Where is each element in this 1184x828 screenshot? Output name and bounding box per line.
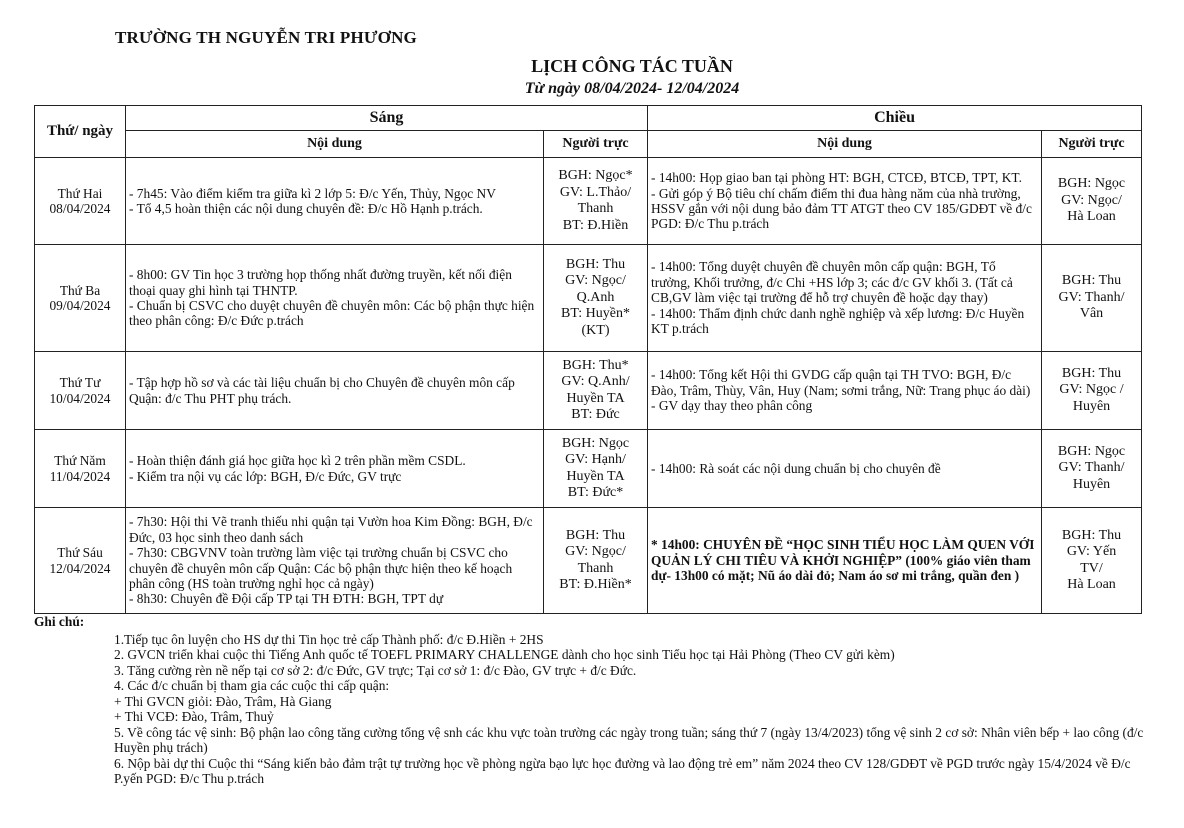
date-range: Từ ngày 08/04/2024- 12/04/2024 bbox=[524, 80, 740, 97]
afternoon-duty-line: BGH: Ngọc bbox=[1057, 176, 1126, 192]
schedule-row bbox=[35, 352, 1142, 430]
afternoon-duty-line: Huyên bbox=[1072, 476, 1111, 492]
afternoon-content bbox=[648, 430, 1042, 508]
day-name: Thứ Tư bbox=[59, 375, 101, 391]
morning-content-header: Nội dung bbox=[126, 131, 544, 158]
afternoon-duty bbox=[1042, 245, 1142, 352]
morning-duty-line: BT: Đ.Hiền* bbox=[559, 577, 632, 592]
morning-duty bbox=[544, 245, 648, 352]
afternoon-duty-line: GV: Ngọc/ bbox=[1061, 192, 1122, 208]
afternoon-content bbox=[648, 508, 1042, 614]
afternoon-duty bbox=[1042, 508, 1142, 614]
morning-header: Sáng bbox=[126, 106, 648, 131]
morning-duty-line: Thanh bbox=[577, 201, 614, 216]
morning-content bbox=[126, 158, 544, 245]
morning-duty-line: GV: Ngọc/ bbox=[565, 273, 626, 289]
morning-content bbox=[126, 508, 544, 614]
morning-content-line: - Hoàn thiện đánh giá học giữa học kì 2 trên phần mềm CSDL. bbox=[129, 453, 466, 469]
morning-content-line: - 7h30: Hội thi Vẽ tranh thiếu nhi quận tại Vườn hoa Kim Đồng: BGH, Đ/c Đức, 03 học sinh theo danh sách bbox=[129, 514, 533, 545]
note-item: 5. Về công tác vệ sinh: Bộ phận lao công tăng cường tổng vệ snh các khu vực toàn trường các ngày trong tuần; sáng thứ 7 (ngày 13/4/2023) tổng vệ sinh 2 cơ sở: Nhân viên bếp + lao công (đ/c Huyền phụ trách) bbox=[114, 724, 1144, 755]
notes-list bbox=[34, 632, 1144, 787]
day-name: Thứ Sáu bbox=[57, 545, 103, 561]
afternoon-duty-line: Hà Loan bbox=[1067, 209, 1116, 225]
afternoon-duty bbox=[1042, 430, 1142, 508]
note-item: + Thi GVCN giỏi: Đào, Trâm, Hà Giang bbox=[114, 693, 332, 709]
day-cell bbox=[35, 158, 126, 245]
note-item: 2. GVCN triển khai cuộc thi Tiếng Anh quốc tế TOEFL PRIMARY CHALLENGE dành cho học sinh Tiểu học tại Hải Phòng (Theo CV gửi kèm) bbox=[114, 647, 895, 662]
note-item: 6. Nộp bài dự thi Cuộc thi “Sáng kiến bảo đảm trật tự trường học về phòng ngừa bạo lực học đường và lao động trẻ em” năm 2024 theo CV 128/GDĐT về PGD trước ngày 15/4/2024 về Đ/c P.yến PGD: Đ/c Thu p.trách bbox=[114, 755, 1131, 786]
morning-duty bbox=[544, 508, 648, 614]
morning-duty bbox=[544, 158, 648, 245]
morning-duty-line: Huyền TA bbox=[566, 468, 625, 484]
morning-duty-line: GV: Q.Anh/ bbox=[561, 374, 630, 389]
afternoon-content-line: - 14h00: Tổng duyệt chuyên đề chuyên môn cấp quận: BGH, Tổ trưởng, Khối trưởng, đ/c Chi +HS lớp 3; các đ/c GV khối 3. (Tất cả CB,GV làm việc tại trường để hỗ trợ chuyên đề hoặc dạy thay) bbox=[651, 259, 1013, 306]
morning-duty-line: GV: L.Thảo/ bbox=[559, 184, 632, 200]
morning-duty-line: BGH: Thu bbox=[565, 527, 626, 543]
school-name: TRƯỜNG TH NGUYỄN TRI PHƯƠNG bbox=[115, 28, 417, 47]
day-name: Thứ Năm bbox=[54, 453, 106, 469]
afternoon-header: Chiều bbox=[648, 106, 1142, 131]
day-cell bbox=[35, 430, 126, 508]
afternoon-content-header: Nội dung bbox=[648, 131, 1042, 158]
afternoon-duty-line: Vân bbox=[1079, 306, 1104, 322]
schedule-row bbox=[35, 245, 1142, 352]
day-date: 09/04/2024 bbox=[49, 298, 111, 313]
afternoon-duty-header: Người trực bbox=[1042, 131, 1142, 158]
afternoon-content bbox=[648, 245, 1042, 352]
morning-duty-line: (KT) bbox=[581, 322, 610, 338]
morning-duty-line: Thanh bbox=[577, 560, 614, 576]
morning-duty-header: Người trực bbox=[544, 131, 648, 158]
afternoon-duty-line: TV/ bbox=[1080, 560, 1103, 576]
afternoon-duty-line: GV: Thanh/ bbox=[1058, 289, 1125, 305]
morning-content bbox=[126, 430, 544, 508]
day-date: 08/04/2024 bbox=[49, 201, 111, 216]
day-header: Thứ/ ngày bbox=[35, 106, 126, 158]
afternoon-content-line: - Gửi góp ý Bộ tiêu chí chấm điểm thi đua hàng năm của nhà trường, HSSV gắn với nội dung bảo đảm TT ATGT theo CV 185/GDĐT về đ/c PGD: Đ/c Thu p.trách bbox=[651, 185, 1032, 232]
morning-content-line: - Tổ 4,5 hoàn thiện các nội dung chuyên đề: Đ/c Hồ Hạnh p.trách. bbox=[129, 201, 483, 216]
morning-content bbox=[126, 245, 544, 352]
note-item: + Thi VCĐ: Đào, Trâm, Thuỷ bbox=[114, 709, 274, 724]
afternoon-duty-line: GV: Ngọc / bbox=[1059, 382, 1124, 398]
morning-duty bbox=[544, 430, 648, 508]
notes-section bbox=[34, 614, 1144, 787]
afternoon-content-line: - 14h00: Họp giao ban tại phòng HT: BGH, CTCĐ, BTCĐ, TPT, KT. bbox=[651, 170, 1022, 186]
morning-content-line: - Kiểm tra nội vụ các lớp: BGH, Đ/c Đức, GV trực bbox=[129, 468, 402, 484]
page-title: LỊCH CÔNG TÁC TUẦN bbox=[531, 56, 733, 76]
afternoon-content bbox=[648, 158, 1042, 245]
morning-duty-line: BT: Đức bbox=[571, 407, 620, 422]
afternoon-content-line: - 14h00: Tổng kết Hội thi GVDG cấp quận tại TH TVO: BGH, Đ/c Đào, Trâm, Thùy, Vân, Huy (Nam; sơmi trắng, Nữ: Trang phục áo dài) - GV dạy thay theo phân công bbox=[651, 367, 1031, 414]
morning-content-line: - Tập hợp hồ sơ và các tài liệu chuẩn bị cho Chuyên đề chuyên môn cấp Quận: đ/c Thu PHT phụ trách. bbox=[129, 375, 515, 406]
afternoon-content-line: - 14h00: Rà soát các nội dung chuẩn bị cho chuyên đề bbox=[651, 460, 941, 476]
afternoon-duty-line: BGH: Ngọc bbox=[1057, 443, 1126, 459]
day-name: Thứ Hai bbox=[57, 185, 103, 201]
day-date: 10/04/2024 bbox=[49, 390, 111, 406]
schedule-row bbox=[35, 508, 1142, 614]
day-date: 11/04/2024 bbox=[49, 468, 111, 484]
schedule-table bbox=[34, 105, 1142, 614]
morning-duty-line: GV: Hạnh/ bbox=[565, 452, 626, 467]
note-item: 4. Các đ/c chuẩn bị tham gia các cuộc thi cấp quận: bbox=[114, 678, 390, 693]
afternoon-duty-line: GV: Yến bbox=[1066, 544, 1117, 559]
day-cell bbox=[35, 352, 126, 430]
morning-content-line: - Chuẩn bị CSVC cho duyệt chuyên đề chuyên môn: Các bộ phận thực hiện theo phân công: Đ/c Đức p.trách bbox=[129, 298, 535, 329]
afternoon-duty-line: GV: Thanh/ bbox=[1058, 460, 1125, 476]
morning-duty-line: BGH: Ngọc bbox=[561, 435, 630, 451]
afternoon-duty-line: Huyên bbox=[1072, 398, 1111, 414]
day-name: Thứ Ba bbox=[59, 282, 101, 298]
morning-duty-line: BGH: Thu bbox=[565, 256, 626, 272]
afternoon-duty-line: BGH: Thu bbox=[1061, 527, 1122, 543]
afternoon-duty-line: Hà Loan bbox=[1067, 577, 1116, 592]
afternoon-duty bbox=[1042, 158, 1142, 245]
afternoon-content-line: - 14h00: Thẩm định chức danh nghề nghiệp và xếp lương: Đ/c Huyền KT p.trách bbox=[651, 305, 1025, 337]
morning-duty-line: BT: Đức* bbox=[567, 485, 624, 500]
day-cell bbox=[35, 245, 126, 352]
morning-content-line: - 7h45: Vào điểm kiểm tra giữa kì 2 lớp 5: Đ/c Yến, Thủy, Ngọc NV bbox=[129, 185, 496, 201]
schedule-row bbox=[35, 430, 1142, 508]
morning-duty-line: BGH: Ngọc* bbox=[558, 168, 633, 183]
afternoon-duty-line: BGH: Thu bbox=[1061, 365, 1122, 381]
morning-duty-line: GV: Ngọc/ bbox=[565, 544, 626, 559]
morning-duty-line: Huyền TA bbox=[566, 390, 625, 406]
morning-content-line: - 8h00: GV Tin học 3 trường họp thống nhất đường truyền, kết nối điện thoại quay ghi hình tại THNTP. bbox=[129, 267, 512, 298]
note-item: 1.Tiếp tục ôn luyện cho HS dự thi Tin học trẻ cấp Thành phố: đ/c Đ.Hiền + 2HS bbox=[114, 631, 544, 647]
afternoon-duty bbox=[1042, 352, 1142, 430]
day-cell bbox=[35, 508, 126, 614]
morning-duty-line: BGH: Thu* bbox=[562, 357, 629, 373]
morning-content-line: - 7h30: CBGVNV toàn trường làm việc tại trường chuẩn bị CSVC cho chuyên đề chuyên môn cấp Quận: Các bộ phận thực hiện theo kế hoạch phân công (HS toàn trường nghỉ học cả ngày) bbox=[129, 545, 513, 591]
morning-content bbox=[126, 352, 544, 430]
afternoon-content-line: * 14h00: CHUYÊN ĐỀ “HỌC SINH TIỂU HỌC LÀM QUEN VỚI QUẢN LÝ CHI TIÊU VÀ KHỞI NGHIỆP” (100% giáo viên tham dự- 13h00 có mặt; Nũ áo dài đỏ; Nam áo sơ mi trắng, quần đen ) bbox=[651, 537, 1035, 584]
notes-label: Ghi chú: bbox=[34, 614, 85, 629]
day-date: 12/04/2024 bbox=[49, 560, 111, 576]
morning-duty bbox=[544, 352, 648, 430]
morning-duty-line: BT: Huyền* bbox=[561, 306, 630, 322]
afternoon-content bbox=[648, 352, 1042, 430]
morning-content-line: - 8h30: Chuyên đề Đội cấp TP tại TH ĐTH: BGH, TPT dự bbox=[129, 591, 444, 607]
schedule-row bbox=[35, 158, 1142, 245]
afternoon-duty-line: BGH: Thu bbox=[1061, 273, 1122, 289]
morning-duty-line: Q.Anh bbox=[576, 289, 615, 305]
morning-duty-line: BT: Đ.Hiền bbox=[562, 217, 629, 233]
note-item: 3. Tăng cường rèn nề nếp tại cơ sở 2: đ/c Đức, GV trực; Tại cơ sở 1: đ/c Đào, GV trực + đ/c Đức. bbox=[114, 662, 637, 678]
